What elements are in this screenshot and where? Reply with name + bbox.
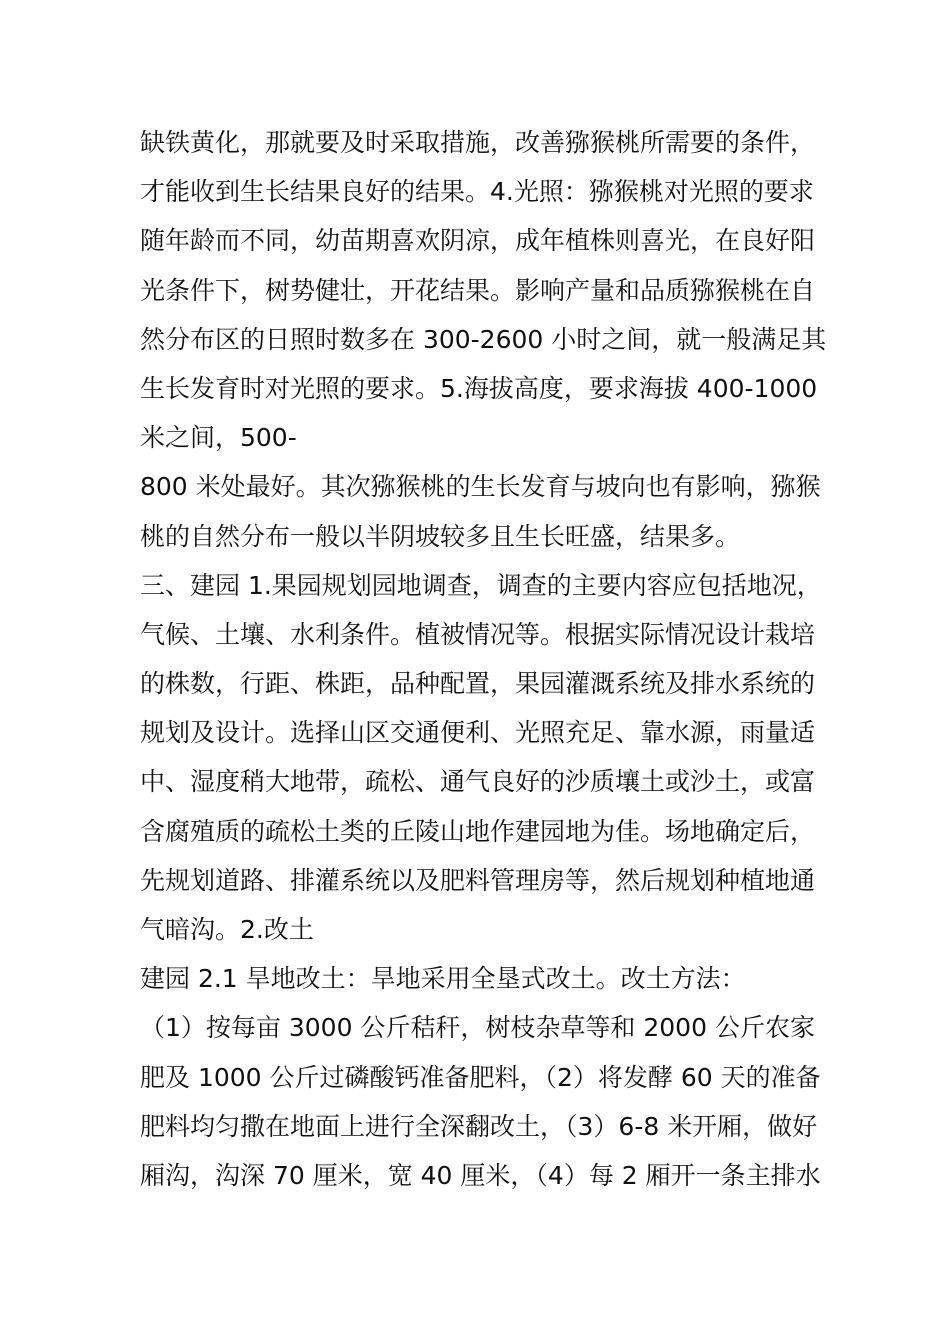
- text-line: 厢沟，沟深 70 厘米，宽 40 厘米，（4）每 2 厢开一条主排水: [140, 1160, 821, 1190]
- text-line: 气候、土壤、水利条件。植被情况等。根据实际情况设计栽培: [140, 619, 816, 649]
- text-line: 光条件下，树势健壮，开花结果。影响产量和品质猕猴桃在自: [140, 275, 816, 305]
- text-line: 中、湿度稍大地带，疏松、通气良好的沙质壤土或沙土，或富: [140, 767, 816, 797]
- text-line: 规划及设计。选择山区交通便利、光照充足、靠水源，雨量适: [140, 718, 816, 748]
- text-line: 肥料均匀撒在地面上进行全深翻改土，（3）6-8 米开厢，做好: [140, 1111, 818, 1141]
- body-text: [140, 118, 840, 1200]
- text-line: （1）按每亩 3000 公斤秸秆，树枝杂草等和 2000 公斤农家: [140, 1013, 815, 1043]
- text-line: 的株数，行距、株距，品种配置，果园灌溉系统及排水系统的: [140, 669, 816, 699]
- text-line: 先规划道路、排灌系统以及肥料管理房等，然后规划种植地通: [140, 865, 816, 895]
- text-line: 含腐殖质的疏松土类的丘陵山地作建园地为佳。场地确定后，: [140, 816, 816, 846]
- text-line: 米之间，500-: [140, 423, 297, 453]
- text-line: 生长发育时对光照的要求。5.海拔高度，要求海拔 400-1000: [140, 373, 818, 403]
- text-line: 桃的自然分布一般以半阴坡较多且生长旺盛，结果多。: [140, 521, 741, 551]
- text-line: 随年龄而不同，幼苗期喜欢阴凉，成年植株则喜光，在良好阳: [140, 226, 816, 256]
- text-line: 800 米处最好。其次猕猴桃的生长发育与坡向也有影响，猕猴: [140, 472, 821, 502]
- text-line: 然分布区的日照时数多在 300-2600 小时之间，就一般满足其: [140, 324, 827, 354]
- text-line: 建园 2.1 旱地改土：旱地采用全垦式改土。改土方法：: [140, 964, 746, 994]
- text-line: 缺铁黄化，那就要及时采取措施，改善猕猴桃所需要的条件，: [140, 128, 816, 157]
- text-line: 三、建园 1.果园规划园地调查，调查的主要内容应包括地况，: [140, 570, 822, 600]
- text-line: 才能收到生长结果良好的结果。4.光照：猕猴桃对光照的要求: [140, 177, 814, 207]
- text-line: 气暗沟。2.改土: [140, 915, 314, 944]
- text-line: 肥及 1000 公斤过磷酸钙准备肥料，（2）将发酵 60 天的准备: [140, 1062, 821, 1092]
